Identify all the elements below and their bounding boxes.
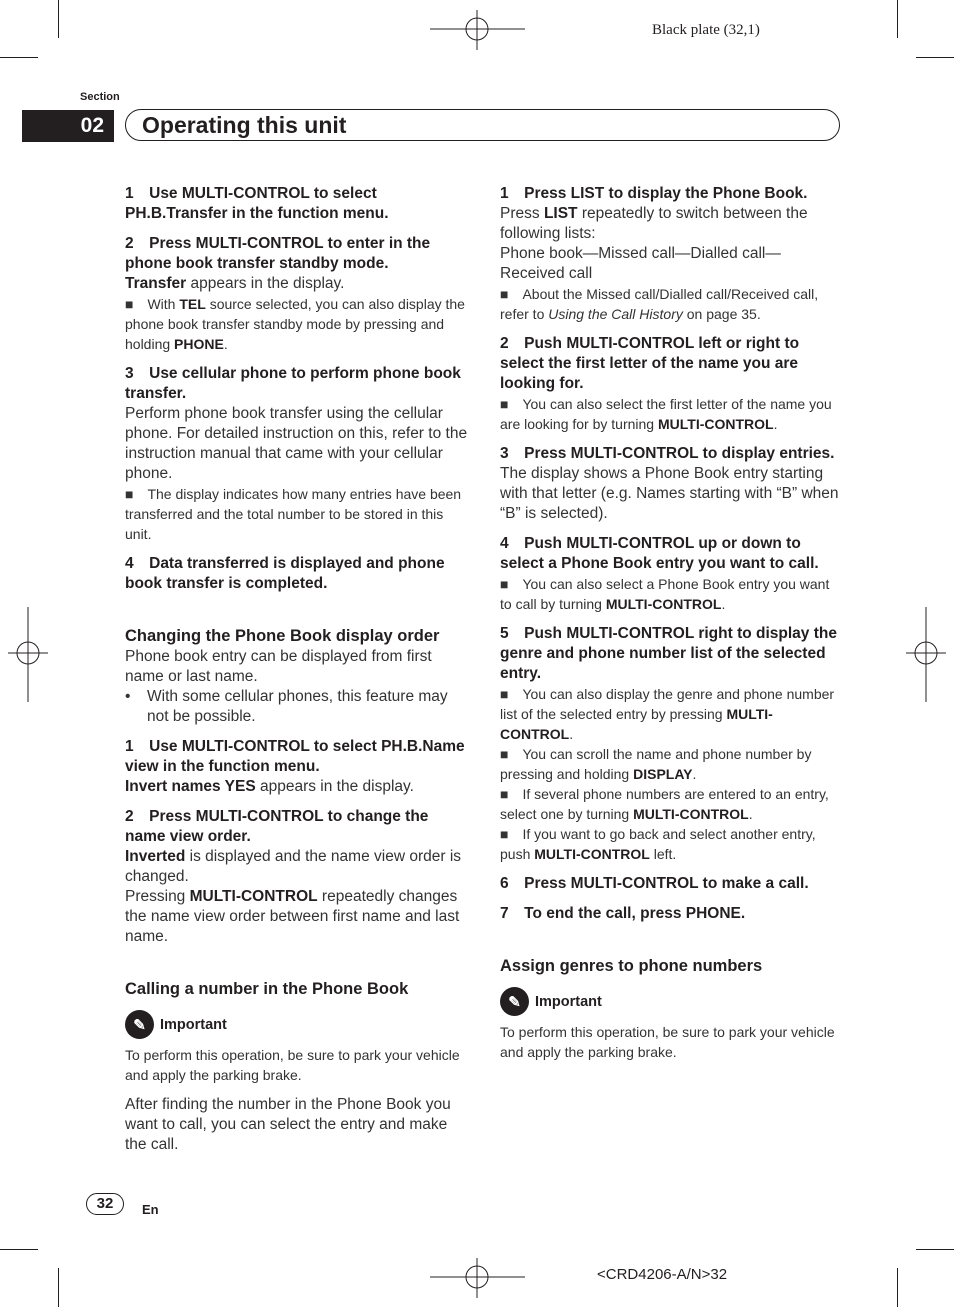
step-heading: 1 Press LIST to display the Phone Book.	[500, 185, 808, 202]
crop-mark	[897, 1268, 898, 1307]
note: ■ About the Missed call/Dialled call/Received call, refer to Using the Call History on page 35.	[500, 286, 819, 322]
body-text: Press LIST repeatedly to switch between the following lists:	[500, 205, 808, 242]
crop-mark	[58, 0, 59, 38]
step-heading: 6 Press MULTI-CONTROL to make a call.	[500, 875, 809, 892]
note: ■ You can also display the genre and phone number list of the selected entry by pressing MULTI-CONTROL.	[500, 686, 835, 742]
important-label: ✎ Important	[500, 987, 842, 1016]
registration-mark-left	[8, 607, 48, 702]
registration-mark-right	[906, 607, 946, 702]
note: To perform this operation, be sure to park your vehicle and apply the parking brake.	[500, 1024, 835, 1060]
document-code: <CRD4206-A/N>32	[597, 1266, 728, 1283]
language-code: En	[142, 1202, 159, 1217]
subsection-heading: Calling a number in the Phone Book	[125, 980, 409, 998]
body-text: After finding the number in the Phone Book you want to call, you can select the entry and make the call.	[125, 1096, 451, 1153]
step-heading: 3 Press MULTI-CONTROL to display entries.	[500, 445, 835, 462]
important-icon: ✎	[125, 1010, 154, 1039]
important-icon: ✎	[500, 987, 529, 1016]
section-number: 02	[22, 110, 114, 142]
body-text: Pressing MULTI-CONTROL repeatedly changes the name view order between first name and last name.	[125, 888, 460, 945]
crop-mark	[58, 1268, 59, 1307]
right-column	[500, 184, 842, 1062]
crop-mark	[0, 57, 38, 58]
left-column	[125, 184, 470, 1155]
body-text: Perform phone book transfer using the cellular phone. For detailed instruction on this, refer to the instruction manual that came with your cellular phone.	[125, 405, 468, 482]
step-heading: 5 Push MULTI-CONTROL right to display the genre and phone number list of the selected entry.	[500, 625, 837, 682]
body-text: Phone book—Missed call—Dialled call—Received call	[500, 245, 781, 282]
body-text: Phone book entry can be displayed from first name or last name.	[125, 648, 432, 685]
step-heading: 2 Push MULTI-CONTROL left or right to select the first letter of the name you are looking for.	[500, 335, 800, 392]
note: ■ You can also select the first letter of the name you are looking for by turning MULTI-CONTROL.	[500, 396, 832, 432]
section-title: Operating this unit	[142, 112, 347, 138]
body-text: Inverted is displayed and the name view order is changed.	[125, 848, 462, 885]
note: ■ You can also select a Phone Book entry you want to call by turning MULTI-CONTROL.	[500, 576, 830, 612]
step-heading: 2 Press MULTI-CONTROL to change the name view order.	[125, 808, 429, 845]
note: ■ If several phone numbers are entered to an entry, select one by turning MULTI-CONTROL.	[500, 786, 829, 822]
page-number: 32	[86, 1193, 124, 1215]
note: ■ You can scroll the name and phone number by pressing and holding DISPLAY.	[500, 746, 812, 782]
body-text: Invert names YES appears in the display.	[125, 778, 414, 795]
subsection-heading: Assign genres to phone numbers	[500, 957, 763, 975]
crop-mark	[916, 57, 954, 58]
section-label: Section	[80, 91, 120, 103]
note: ■ The display indicates how many entries have been transferred and the total number to be stored in this unit.	[125, 486, 462, 542]
crop-mark	[916, 1249, 954, 1250]
important-label: ✎ Important	[125, 1010, 470, 1039]
crop-mark	[0, 1249, 38, 1250]
note: To perform this operation, be sure to park your vehicle and apply the parking brake.	[125, 1047, 460, 1083]
crop-mark	[897, 0, 898, 38]
plate-label: Black plate (32,1)	[652, 22, 760, 38]
step-heading: 1 Use MULTI-CONTROL to select PH.B.Transfer in the function menu.	[125, 185, 389, 222]
subsection-heading: Changing the Phone Book display order	[125, 627, 440, 645]
registration-mark-top	[430, 10, 525, 50]
step-heading: 2 Press MULTI-CONTROL to enter in the phone book transfer standby mode.	[125, 235, 431, 272]
body-text: The display shows a Phone Book entry starting with that letter (e.g. Names starting with “B” when “B” is selected).	[500, 465, 839, 522]
step-heading: 1 Use MULTI-CONTROL to select PH.B.Name view in the function menu.	[125, 738, 465, 775]
step-heading: 4 Data transferred is displayed and phone book transfer is completed.	[125, 555, 445, 592]
note: ■ If you want to go back and select another entry, push MULTI-CONTROL left.	[500, 826, 816, 862]
step-heading: 3 Use cellular phone to perform phone book transfer.	[125, 365, 461, 402]
list-item: • With some cellular phones, this feature may not be possible.	[125, 688, 448, 725]
step-heading: 7 To end the call, press PHONE.	[500, 905, 746, 922]
step-heading: 4 Push MULTI-CONTROL up or down to select a Phone Book entry you want to call.	[500, 535, 819, 572]
body-text: Transfer appears in the display.	[125, 275, 345, 292]
note: ■ With TEL source selected, you can also display the phone book transfer standby mode by pressing and holding PHONE.	[125, 296, 465, 352]
registration-mark-bottom	[430, 1258, 525, 1298]
